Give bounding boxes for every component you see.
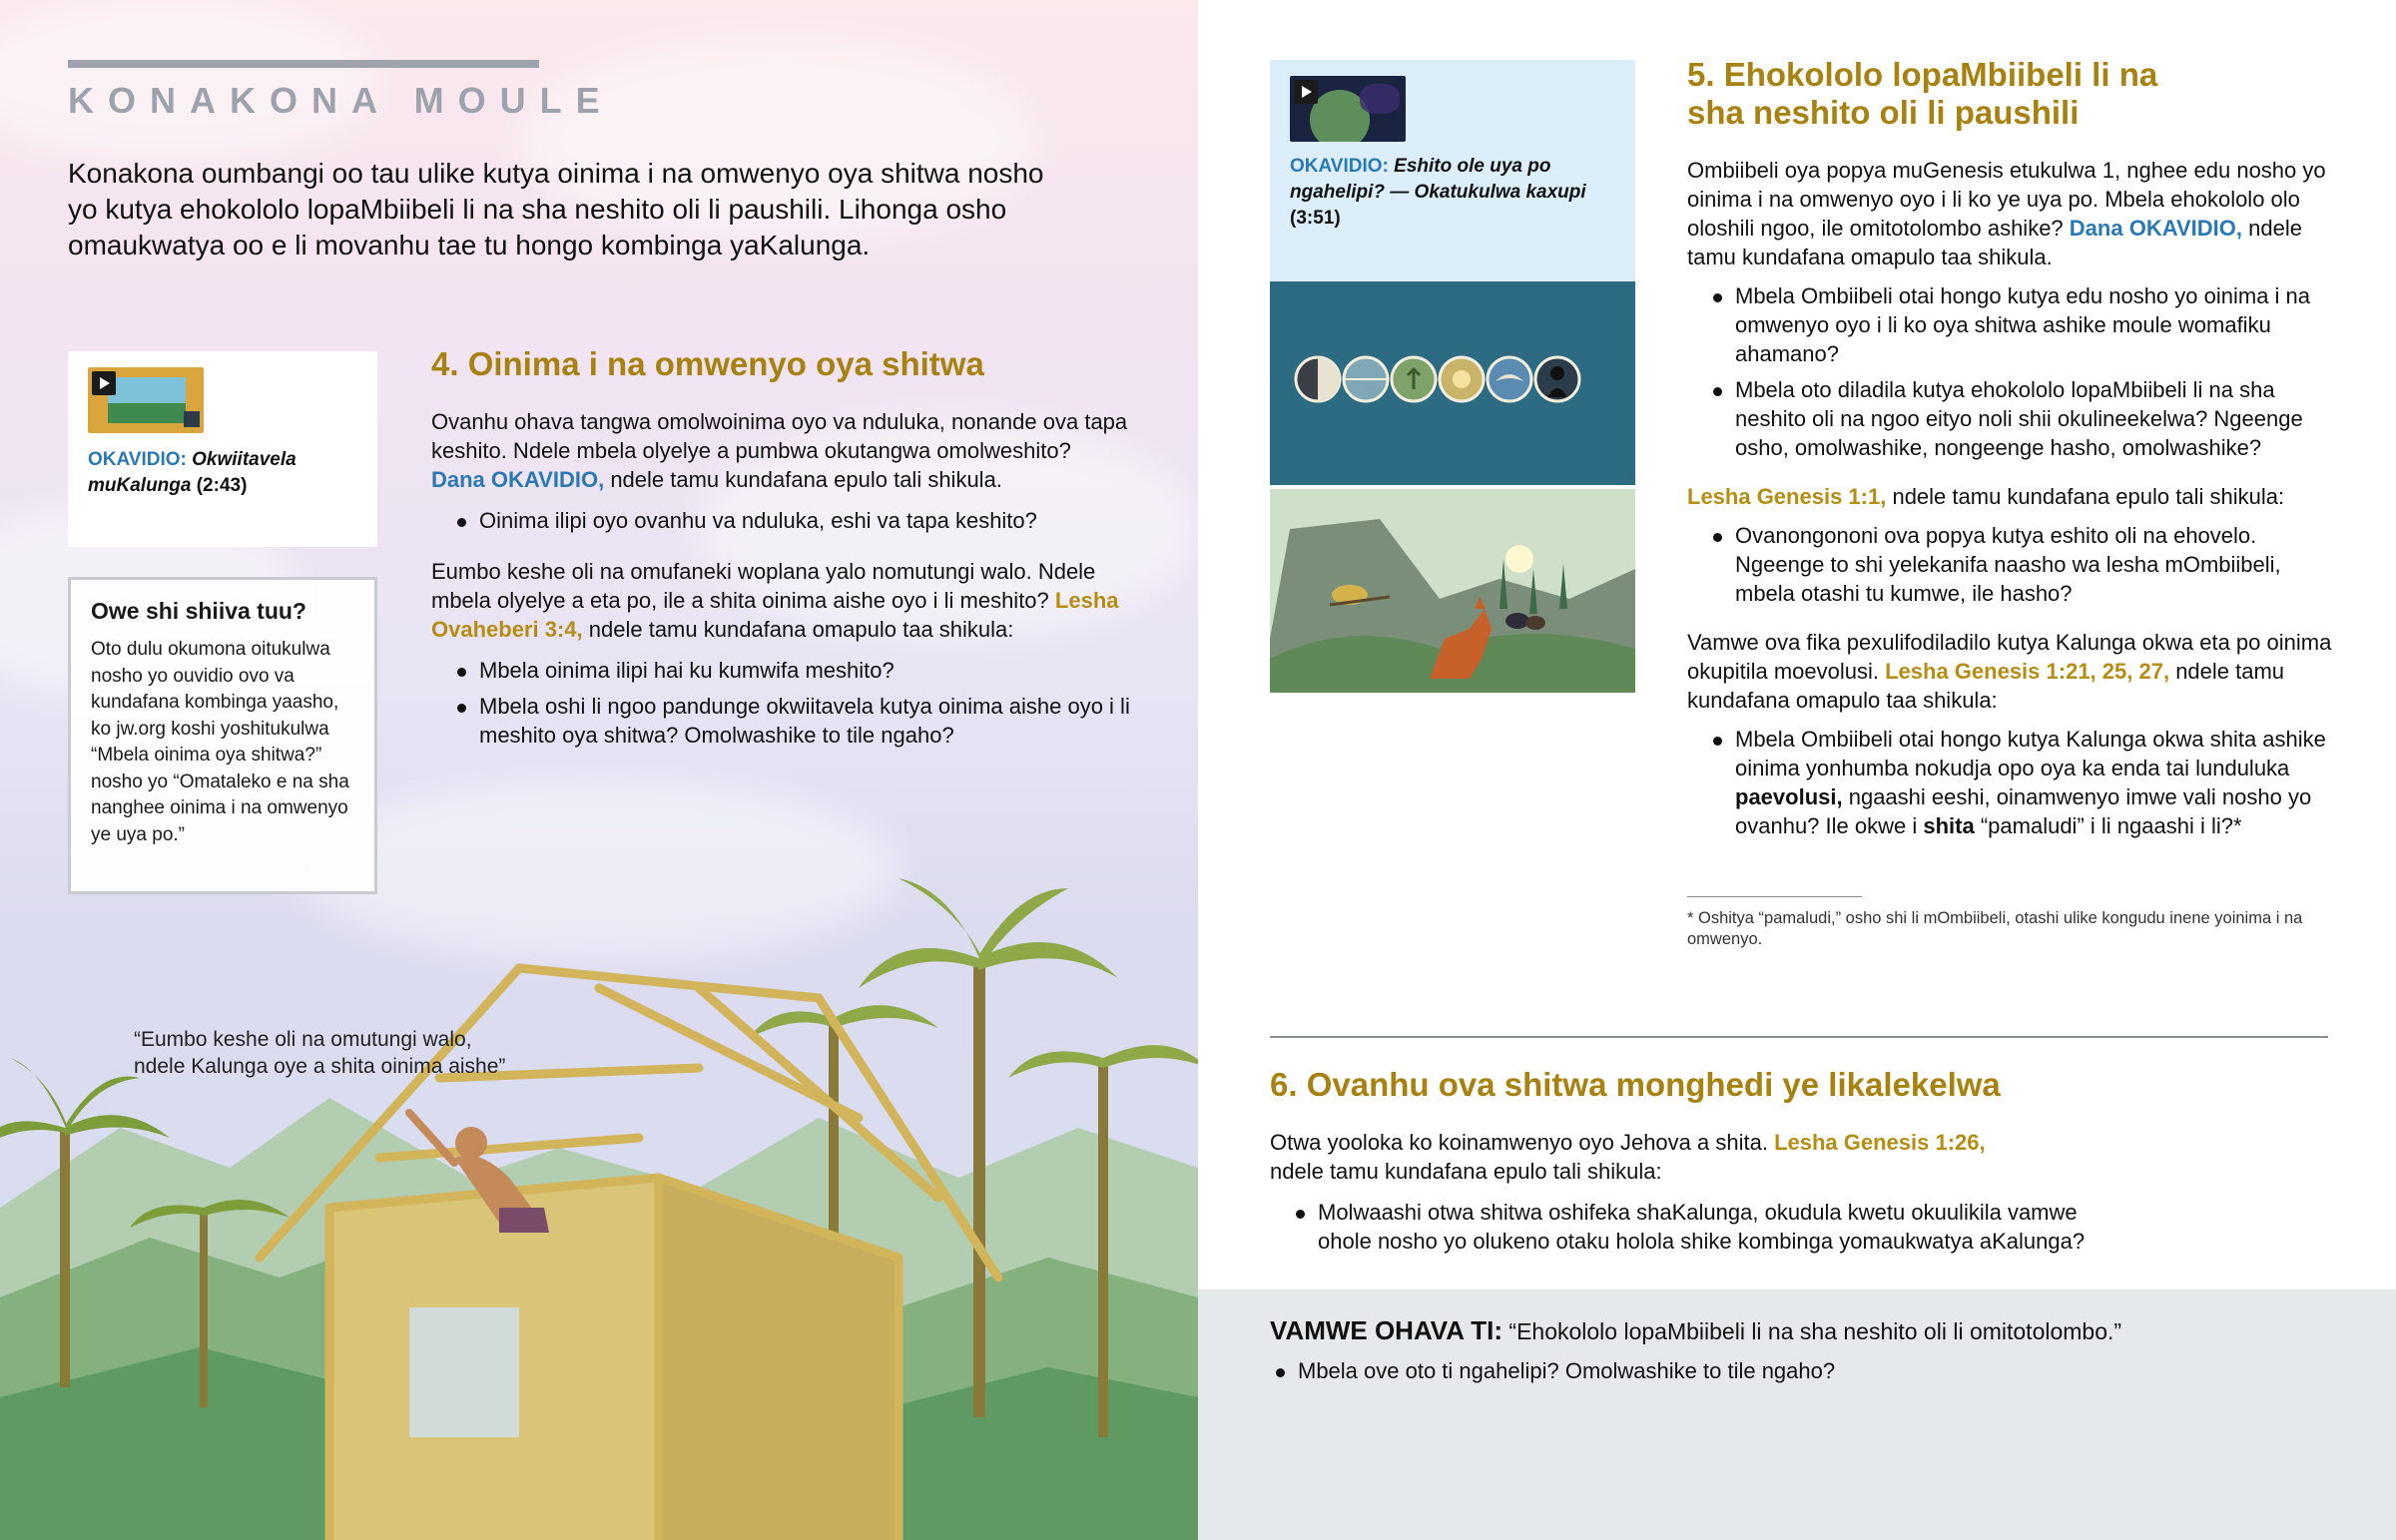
section-6-title: 6. Ovanhu ova shitwa monghedi ye likalekelwa — [1270, 1066, 2001, 1103]
s4-p1-tail: ndele tamu kundafana epulo tali shikula. — [610, 467, 1002, 492]
s5-bullet-4: Mbela Ombiibeli otai hongo kutya Kalunga okwa shita ashike oinima yonhumba nokudja opo oya ka enda tai lunduluka paevolusi, ngaashi eeshi, oinamwenyo imwe vali nosho yo ovanhu? Ile okwe i shita “pamaludi” i li ngaashi i li?* — [1687, 725, 2336, 840]
others-say-bullet: Mbela ove oto ti ngahelipi? Omolwashike to tile ngaho? — [1250, 1356, 2121, 1385]
section-6-body — [1270, 1128, 2328, 1263]
video-card-1[interactable] — [68, 351, 377, 547]
s5-scripture-link-2[interactable]: Lesha Genesis 1:21, 25, 27, — [1885, 659, 2170, 684]
video-kicker: OKAVIDIO: — [1290, 156, 1389, 177]
box-heading: Owe shi shiiva tuu? — [91, 598, 306, 624]
header-rule — [68, 60, 539, 68]
others-say-quote: “Ehokololo lopaMbiibeli li na sha neshito oli li omitotolombo.” — [1508, 1318, 2122, 1344]
s4-bullet-2: Mbela oinima ilipi hai ku kumwifa meshito? — [431, 656, 1130, 685]
illustration-caption — [134, 1026, 505, 1080]
s5-p2-tail: ndele tamu kundafana epulo tali shikula: — [1892, 484, 2285, 509]
section-5-title — [1687, 56, 2326, 132]
s4-p1-text: Ovanhu ohava tangwa omolwoinima oyo va nduluka, nonande ova tapa keshito. Ndele mbela olyelye a pumbwa okutangwa omolweshito? — [431, 409, 1128, 463]
did-you-know-box — [68, 577, 377, 894]
video-card-2[interactable] — [1270, 60, 1635, 281]
s4-scripture-link[interactable]: Lesha Ovaheberi 3:4, — [431, 588, 1119, 642]
section-5-body — [1687, 156, 2336, 847]
s6-p1-tail: ndele tamu kundafana epulo tali shikula: — [1270, 1159, 1662, 1184]
footnote: * Oshitya “pamaludi,” osho shi li mOmbiibeli, otashi ulike kongudu inene yoinima i na omwenyo. — [1687, 909, 2303, 948]
fox-landscape-illustration — [1270, 489, 1635, 693]
video-kicker: OKAVIDIO: — [88, 449, 187, 470]
s4-p2-text: Eumbo keshe oli na omufaneki woplana yalo nomutungi walo. Ndele mbela olyelye a eta po, ile a shita oinima aishe oyo i li meshito? — [431, 559, 1096, 613]
s5-bullet-2: Mbela oto diladila kutya ehokololo lopaMbiibeli li na sha neshito oli na ngoo eityo noli shii okulineekelwa? Ngeenge osho, omolwashike, nongeenge hasho, omolwashike? — [1687, 375, 2336, 462]
creation-days-illustration — [1270, 281, 1635, 485]
s5-p1-text: Ombiibeli oya popya muGenesis etukulwa 1, nghee edu nosho yo oinima i na omwenyo oyo i li ko ye uya po. Mbela ehokololo olo oloshili ngoo, ile omitotolombo ashike? — [1687, 158, 2326, 241]
box-body: Oto dulu okumona oitukulwa nosho yo ouvidio ovo va kundafana kombinga yaasho, ko jw.org koshi yoshitukulwa “Mbela oinima oya shitwa?” nosho yo “Omataleko e na sha nanghee oinima i na omwenyo ye uya po.” — [91, 639, 349, 845]
s5-bullet-1: Mbela Ombiibeli otai hongo kutya edu nosho yo oinima i na omwenyo oyo i li ko oya shitwa ashike moule womafiku ahamano? — [1687, 281, 2336, 368]
s4-bullet-1: Oinima ilipi oyo ovanhu va nduluka, eshi va tapa keshito? — [431, 506, 1130, 535]
s4-p2-tail: ndele tamu kundafana omapulo taa shikula: — [588, 617, 1014, 642]
s5-p3-text: Vamwe ova fika pexulifodiladilo kutya Kalunga okwa eta po oinima okupitila moevolusi. — [1687, 630, 2332, 684]
section-6-divider — [1270, 1036, 2328, 1038]
s4-video-link[interactable]: Dana OKAVIDIO, — [431, 467, 605, 492]
video-thumbnail-1[interactable] — [88, 367, 204, 433]
video-thumbnail-2[interactable] — [1290, 76, 1406, 142]
section-4-title: 4. Oinima i na omwenyo oya shitwa — [431, 345, 984, 382]
section-4-body — [431, 407, 1130, 757]
intro-paragraph: Konakona oumbangi oo tau ulike kutya oinima i na omwenyo oya shitwa nosho yo kutya ehokololo lopaMbiibeli li na sha neshito oli li paushili. Lihonga osho omaukwatya oo e li movanhu tae tu hongo kombinga yaKalunga. — [68, 158, 1044, 260]
s4-bullet-3: Mbela oshi li ngoo pandunge okwiitavela kutya oinima aishe oyo i li meshito oya shitwa? Omolwashike to tile ngaho? — [431, 692, 1130, 750]
s5-scripture-link-1[interactable]: Lesha Genesis 1:1, — [1687, 484, 1887, 509]
s5-bullet-3: Ovanongononi ova popya kutya eshito oli na ehovelo. Ngeenge to shi yelekanifa naasho wa lesha mOmbiibeli, mbela otashi tu kumwe, ile hasho? — [1687, 521, 2336, 608]
play-icon[interactable] — [92, 371, 116, 395]
s5-title-line-1: 5. Ehokololo lopaMbiibeli li na — [1687, 56, 2158, 93]
s6-scripture-link[interactable]: Lesha Genesis 1:26, — [1774, 1130, 1986, 1155]
s5-p1-tail: ndele tamu kundafana omapulo taa shikula. — [1687, 216, 2302, 269]
video-title: Eshito ole uya po ngahelipi? — Okatukulwa kaxupi — [1290, 156, 1586, 203]
s5-video-link[interactable]: Dana OKAVIDIO, — [2069, 216, 2242, 241]
play-icon[interactable] — [1294, 80, 1318, 104]
video-title: Okwiitavela muKalunga — [88, 449, 297, 496]
page-kicker: KONAKONA MOULE — [68, 80, 614, 121]
video-duration: (3:51) — [1290, 208, 1341, 229]
caption-line-2: ndele Kalunga oye a shita oinima aishe” — [134, 1055, 506, 1078]
others-say-label: VAMWE OHAVA TI: — [1270, 1315, 1503, 1345]
caption-line-1: “Eumbo keshe oli na omutungi walo, — [134, 1028, 472, 1051]
s6-bullet-1: Molwaashi otwa shitwa oshifeka shaKalunga, okudula kwetu okuulikila vamwe ohole nosho yo olukeno otaku holola shike kombinga yomaukwatya aKalunga? — [1270, 1198, 2328, 1256]
s6-p1-text: Otwa yooloka ko koinamwenyo oyo Jehova a shita. — [1270, 1130, 1768, 1155]
hut-builder-illustration — [0, 878, 1198, 1540]
footnote-divider — [1687, 896, 1862, 897]
s5-title-line-2: sha neshito oli li paushili — [1687, 94, 2080, 131]
others-say-content — [1270, 1315, 2121, 1392]
s5-p3-tail: ndele tamu kundafana omapulo taa shikula: — [1687, 659, 2285, 713]
video-duration: (2:43) — [196, 475, 248, 496]
